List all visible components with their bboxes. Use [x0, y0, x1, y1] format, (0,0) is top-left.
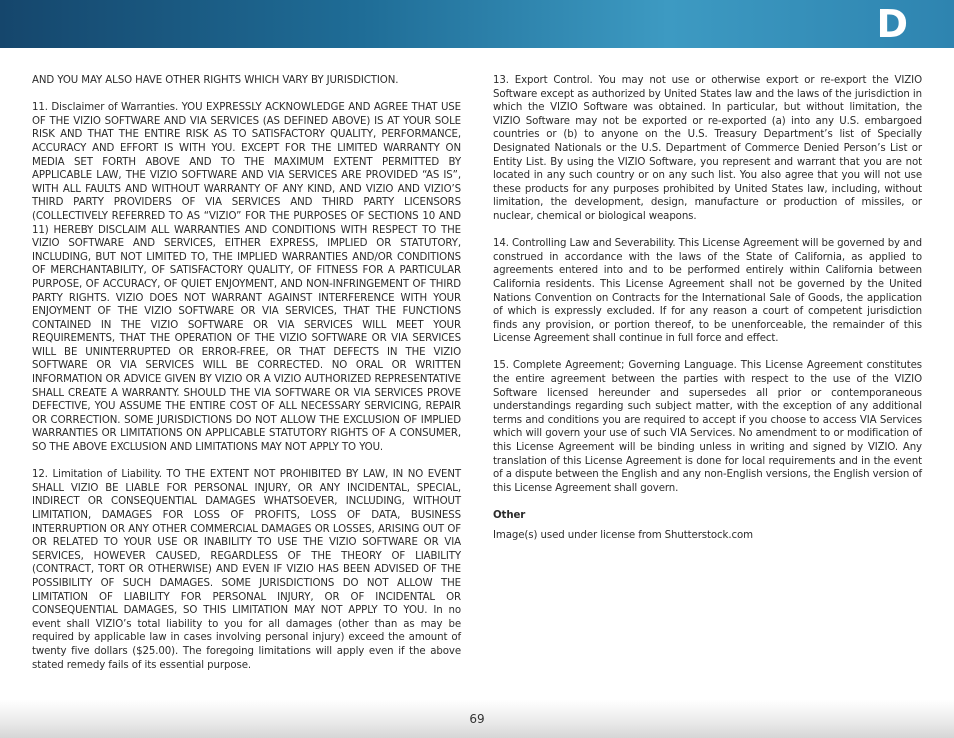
paragraph-controlling-law: 14. Controlling Law and Severability. This License Agreement will be governed by and construed in accordance with the laws of the State of California, as applied to agreements entered into and to be performed entirely within California between California residents. This License Agreement shall not be governed by the United Nations Convention on Contracts for the International Sale of Goods, the application of which is expressly excluded. If for any reason a court of competent jurisdiction finds any provision, or portion thereof, to be unenforceable, the remainder of this License Agreement shall continue in full force and effect. — [493, 238, 922, 345]
chapter-header-bar — [0, 0, 954, 48]
paragraph-limitation-of-liability: 12. Limitation of Liability. TO THE EXTENT NOT PROHIBITED BY LAW, IN NO EVENT SHALL VIZIO BE LIABLE FOR PERSONAL INJURY, OR ANY INCIDENTAL, SPECIAL, INDIRECT OR CONSEQUENTIAL DAMAGES WHATSOEVER, INCLUDING, WITHOUT LIMITATION, DAMAGES FOR LOSS OF PROFITS, LOSS OF DATA, BUSINESS INTERRUPTION OR ANY OTHER COMMERCIAL DAMAGES OR LOSSES, ARISING OUT OF OR RELATED TO YOUR USE OR INABILITY TO USE THE VIZIO SOFTWARE OR VIA SERVICES, HOWEVER CAUSED, REGARDLESS OF THE THEORY OF LIABILITY (CONTRACT, TORT OR OTHERWISE) AND EVEN IF VIZIO HAS BEEN ADVISED OF THE POSSIBILITY OF SUCH DAMAGES. SOME JURISDICTIONS DO NOT ALLOW THE LIMITATION OF LIABILITY FOR PERSONAL INJURY, OR OF INCIDENTAL OR CONSEQUENTIAL DAMAGES, SO THIS LIMITATION MAY NOT APPLY TO YOU. In no event shall VIZIO’s total liability to you for all damages (other than as may be required by applicable law in cases involving personal injury) exceed the amount of twenty five dollars ($25.00). The foregoing limitations will apply even if the above stated remedy fails of its essential purpose. — [32, 469, 461, 671]
paragraph-export-control: 13. Export Control. You may not use or otherwise export or re-export the VIZIO Software except as authorized by United States law and the laws of the jurisdiction in which the VIZIO Software was obtained. In particular, but without limitation, the VIZIO Software may not be exported or re-exported (a) into any U.S. embargoed countries or (b) to anyone on the U.S. Treasury Department’s list of Specially Designated Nationals or the U.S. Department of Commerce Denied Person’s List or Entity List. By using the VIZIO Software, you represent and warrant that you are not located in any such country or on any such list. You also agree that you will not use these products for any purposes prohibited by United States law, including, without limitation, the development, design, manufacture or production of missiles, or nuclear, chemical or biological weapons. — [493, 75, 922, 222]
paragraph-complete-agreement: 15. Complete Agreement; Governing Language. This License Agreement constitutes the entire agreement between the parties with respect to the use of the VIZIO Software licensed hereunder and supersedes all prior or contemporaneous understandings regarding such subject matter, with the exception of any additional terms and conditions you are required to accept if you choose to access VIA Services which will govern your use of such VIA Services. No amendment to or modification of this License Agreement will be binding unless in writing and signed by VIZIO. Any translation of this License Agreement is done for local requirements and in the event of a dispute between the English and any non-English versions, the English version of this License Agreement shall govern. — [493, 360, 923, 494]
right-text-column — [493, 74, 922, 556]
paragraph-disclaimer-of-warranties: 11. Disclaimer of Warranties. YOU EXPRESSLY ACKNOWLEDGE AND AGREE THAT USE OF THE VIZIO SOFTWARE AND VIA SERVICES (AS DEFINED ABOVE) IS AT YOUR SOLE RISK AND THAT THE ENTIRE RISK AS TO SATISFACTORY QUALITY, PERFORMANCE, ACCURACY AND EFFORT IS WITH YOU. EXCEPT FOR THE LIMITED WARRANTY ON MEDIA SET FORTH ABOVE AND TO THE MAXIMUM EXTENT PERMITTED BY APPLICABLE LAW, THE VIZIO SOFTWARE AND VIA SERVICES ARE PROVIDED “AS IS”, WITH ALL FAULTS AND WITHOUT WARRANTY OF ANY KIND, AND VIZIO AND VIZIO’S THIRD PARTY PROVIDERS OF VIA SERVICES AND THIRD PARTY LICENSORS (COLLECTIVELY REFERRED TO AS “VIZIO” FOR THE PURPOSES OF SECTIONS 10 AND 11) HEREBY DISCLAIM ALL WARRANTIES AND CONDITIONS WITH RESPECT TO THE VIZIO SOFTWARE AND SERVICES, EITHER EXPRESS, IMPLIED OR STATUTORY, INCLUDING, BUT NOT LIMITED TO, THE IMPLIED WARRANTIES AND/OR CONDITIONS OF MERCHANTABILITY, OF SATISFACTORY QUALITY, OF FITNESS FOR A PARTICULAR PURPOSE, OF ACCURACY, OF QUIET ENJOYMENT, AND NON-INFRINGEMENT OF THIRD PARTY RIGHTS. VIZIO DOES NOT WARRANT AGAINST INTERFERENCE WITH YOUR ENJOYMENT OF THE VIZIO SOFTWARE OR VIA SERVICES, THAT THE FUNCTIONS CONTAINED IN THE VIZIO SOFTWARE OR VIA SERVICES WILL MEET YOUR REQUIREMENTS, THAT THE OPERATION OF THE VIZIO SOFTWARE OR VIA SERVICES WILL BE UNINTERRUPTED OR ERROR-FREE, OR THAT DEFECTS IN THE VIZIO SOFTWARE OR VIA SERVICES WILL BE CORRECTED. NO ORAL OR WRITTEN INFORMATION OR ADVICE GIVEN BY VIZIO OR A VIZIO AUTHORIZED REPRESENTATIVE SHALL CREATE A WARRANTY. SHOULD THE VIA SOFTWARE OR VIA SERVICES PROVE DEFECTIVE, YOU ASSUME THE ENTIRE COST OF ALL NECESSARY SERVICING, REPAIR OR CORRECTION. SOME JURISDICTIONS DO NOT ALLOW THE EXCLUSION OF IMPLIED WARRANTIES OR LIMITATIONS ON APPLICABLE STATUTORY RIGHTS OF A CONSUMER, SO THE ABOVE EXCLUSION AND LIMITATIONS MAY NOT APPLY TO YOU. — [32, 102, 461, 454]
page-number: 69 — [469, 712, 485, 726]
chapter-letter: D — [876, 2, 908, 46]
other-credit-text: Image(s) used under license from Shutterstock.com — [493, 529, 753, 541]
left-text-column — [32, 74, 461, 686]
other-heading: Other — [493, 510, 526, 521]
paragraph-other-rights: AND YOU MAY ALSO HAVE OTHER RIGHTS WHICH VARY BY JURISDICTION. — [32, 75, 399, 86]
